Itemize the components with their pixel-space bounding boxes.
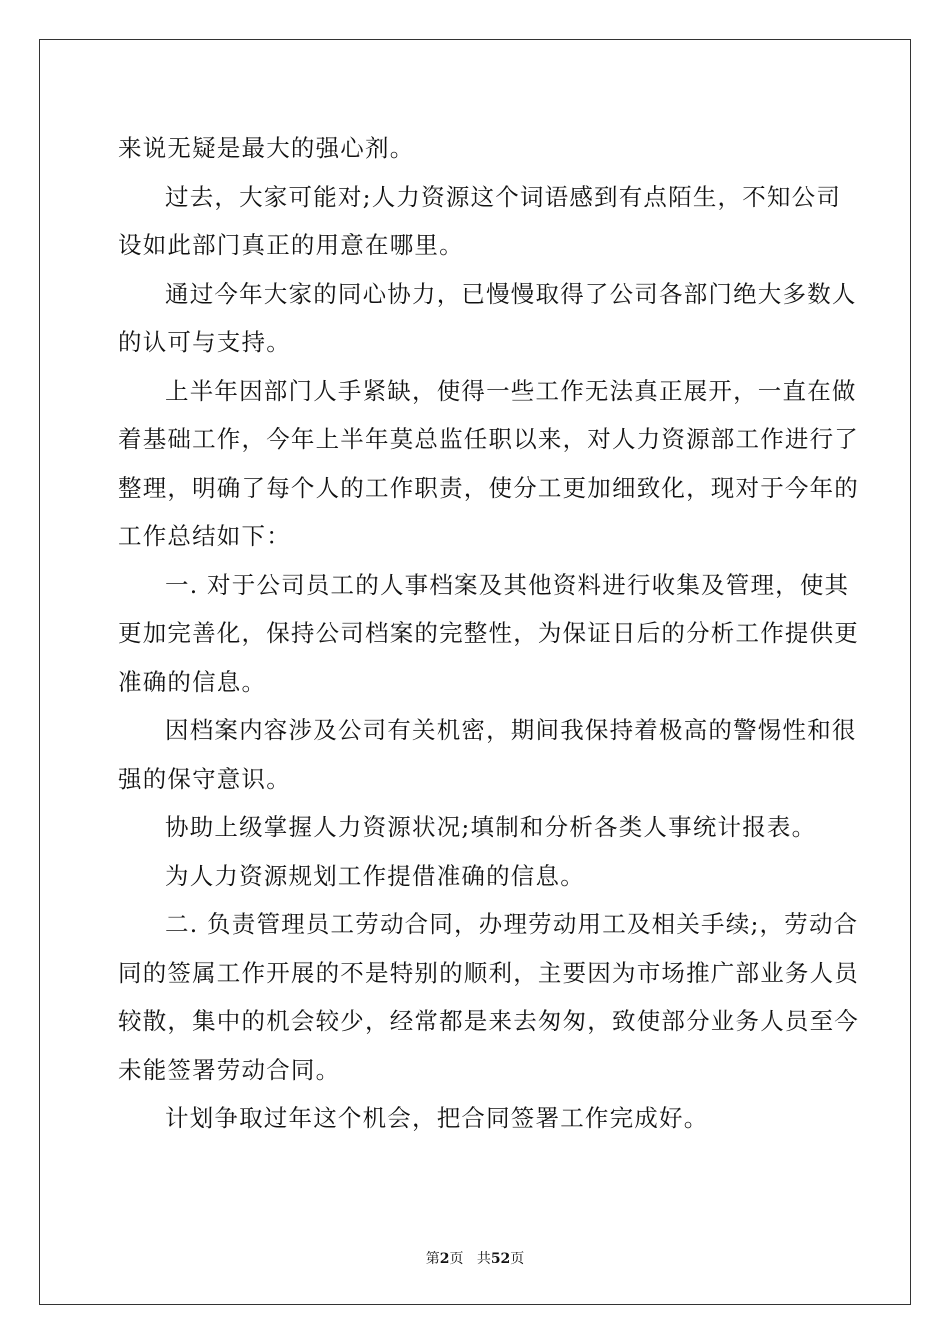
text-line-17: 二. 负责管理员工劳动合同，办理劳动用工及相关手续;，劳动合 — [165, 910, 859, 938]
text-line-4: 通过今年大家的同心协力，已慢慢取得了公司各部门绝大多数人 — [165, 279, 857, 308]
text-line-18: 同的签属工作开展的不是特别的顺利，主要因为市场推广部业务人员 — [118, 958, 859, 987]
text-line-5: 的认可与支持。 — [118, 328, 291, 356]
text-line-3: 设如此部门真正的用意在哪里。 — [118, 231, 464, 259]
text-line-10: 一. 对于公司员工的人事档案及其他资料进行收集及管理，使其 — [165, 570, 850, 599]
text-line-13: 因档案内容涉及公司有关机密，期间我保持着极高的警惕性和很 — [165, 716, 857, 744]
text-line-6: 上半年因部门人手紧缺，使得一些工作无法真正展开，一直在做 — [165, 376, 857, 405]
text-line-2: 过去，大家可能对;人力资源这个词语感到有点陌生，不知公司 — [165, 182, 842, 211]
text-line-19: 较散，集中的机会较少，经常都是来去匆匆，致使部分业务人员至今 — [118, 1007, 859, 1035]
text-line-21: 计划争取过年这个机会，把合同签署工作完成好。 — [165, 1104, 709, 1132]
text-line-15: 协助上级掌握人力资源状况;填制和分析各类人事统计报表。 — [165, 813, 817, 841]
text-line-16: 为人力资源规划工作提借准确的信息。 — [165, 861, 585, 890]
total-pages: 52 — [490, 1251, 511, 1267]
page-prefix: 第 — [425, 1251, 440, 1267]
total-prefix: 共 — [476, 1251, 491, 1267]
page-footer — [0, 1248, 950, 1268]
text-line-11: 更加完善化，保持公司档案的完整性，为保证日后的分析工作提供更 — [118, 619, 859, 647]
document-body — [118, 124, 859, 1143]
text-line-20: 未能签署劳动合同。 — [118, 1055, 341, 1084]
text-line-7: 着基础工作，今年上半年莫总监任职以来，对人力资源部工作进行了 — [118, 425, 859, 453]
page-suffix: 页 — [449, 1251, 464, 1267]
text-line-9: 工作总结如下： — [118, 522, 291, 550]
text-line-1: 来说无疑是最大的强心剂。 — [118, 134, 415, 162]
text-line-8: 整理，明确了每个人的工作职责，使分工更加细致化，现对于今年的 — [118, 473, 859, 502]
text-line-14: 强的保守意识。 — [118, 764, 291, 793]
text-line-12: 准确的信息。 — [118, 667, 267, 696]
page-number: 2 — [439, 1251, 450, 1267]
total-suffix: 页 — [510, 1251, 525, 1267]
